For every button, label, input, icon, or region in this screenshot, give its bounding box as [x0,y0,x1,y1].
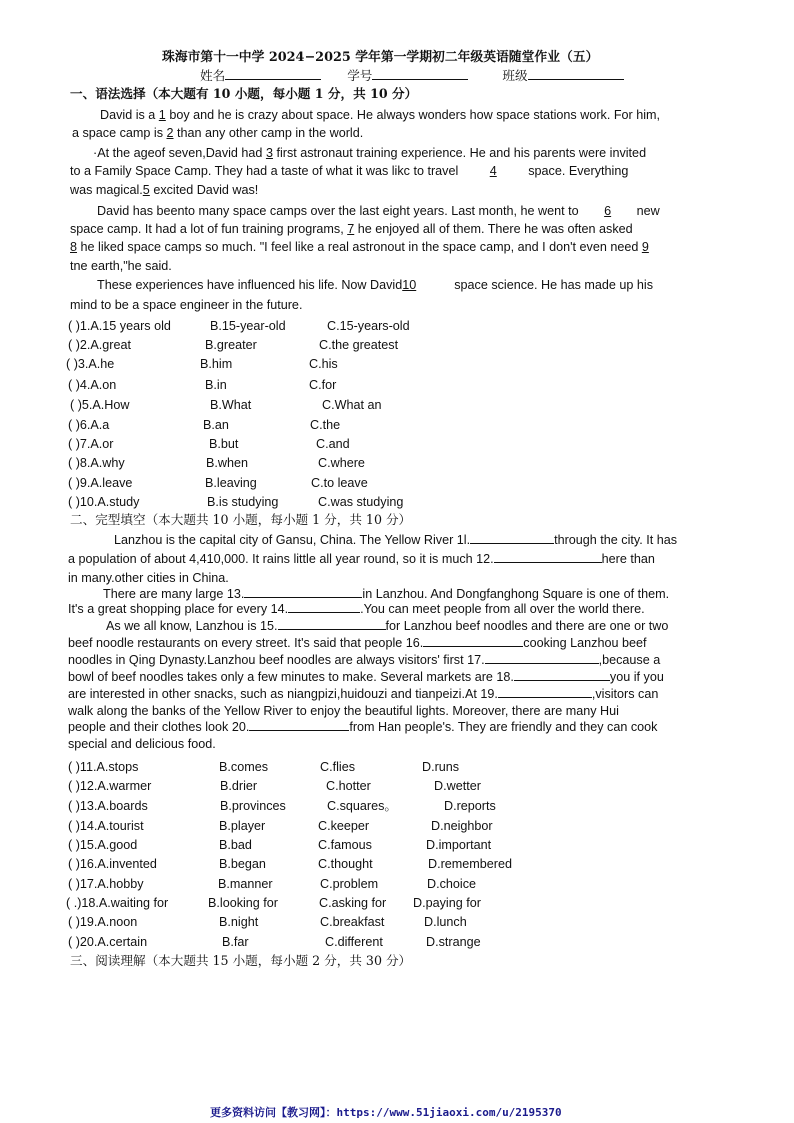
question-option-a[interactable]: ( )20.A.certain [68,935,148,949]
question-option-d[interactable]: D.strange [426,935,481,949]
question-option-d[interactable]: D.neighbor [431,819,493,833]
passage2-line: It's a great shopping place for every 14. .You can meet people from all over the world there. [68,602,645,616]
section2-heading: 二、完型填空（本大题共 10 小题，每小题 1 分，共 10 分） [70,512,412,527]
question-option-b[interactable]: B.player [219,819,266,833]
passage2-line: beef noodle restaurants on every street. It's said that people 16. cooking Lanzhou beef [68,636,647,650]
question-option-c[interactable]: C.asking for [319,896,387,910]
question-option-b[interactable]: B.but [209,437,239,451]
section3-heading: 三、阅读理解（本大题共 15 小题，每小题 2 分，共 30 分） [70,953,412,968]
question-option-a[interactable]: ( )6.A.a [68,418,110,432]
question-option-b[interactable]: B.comes [219,760,268,774]
question-option-d[interactable]: D.important [426,838,492,852]
question-option-b[interactable]: B.What [210,398,252,412]
question-option-b[interactable]: B.in [205,378,227,392]
question-option-b[interactable]: B.15-year-old [210,319,286,333]
id-field[interactable] [372,67,468,80]
question-option-a[interactable]: ( )2.A.great [68,338,131,352]
blank-13[interactable] [244,586,362,598]
question-option-c[interactable]: C.thought [318,857,373,871]
passage1-line: David is a 1 boy and he is crazy about space. He always wonders how space stations work. For him, [100,108,661,122]
question-option-c[interactable]: C.different [325,935,383,949]
question-option-c[interactable]: C.to leave [311,476,368,490]
question-option-c[interactable]: C.breakfast [320,915,385,929]
page-title: 珠海市第十一中学 2024−2025 学年第一学期初二年级英语随堂作业（五） [162,50,599,65]
question-option-a[interactable]: ( .)18.A.waiting for [66,896,169,910]
question-option-b[interactable]: B.manner [218,877,273,891]
passage2-line: are interested in other snacks, such as niangpizi,huidouzi and tianpeizi.At 19. ,visitors can [68,687,659,701]
question-option-c[interactable]: C.What an [322,398,382,412]
class-label: 班级 [502,68,528,83]
passage2-line: special and delicious food. [68,737,216,751]
question-option-a[interactable]: ( )9.A.leave [68,476,133,490]
passage2-line: walk along the banks of the Yellow River to enjoy the beautiful lights. Moreover, there are many Hui [68,704,619,718]
question-option-a[interactable]: ( )8.A.why [68,456,125,470]
footer-link[interactable]: 更多资料访问【教习网】：https://www.51jiaoxi.com/u/2195370 [210,1106,562,1119]
question-option-b[interactable]: B.is studying [207,495,279,509]
question-option-c[interactable]: C.famous [318,838,372,852]
question-option-c[interactable]: C.the greatest [319,338,399,352]
question-option-c[interactable]: C.for [309,378,337,392]
passage2-line: Lanzhou is the capital city of Gansu, China. The Yellow River 1l. through the city. It has [114,533,678,547]
question-option-a[interactable]: ( )17.A.hobby [68,877,144,891]
question-option-b[interactable]: B.began [219,857,266,871]
blank-1[interactable]: 1 [158,108,166,122]
question-option-c[interactable]: C.problem [320,877,379,891]
blank-17[interactable] [485,652,599,664]
question-option-c[interactable]: C.keeper [318,819,370,833]
question-option-d[interactable]: D.choice [427,877,476,891]
question-option-a[interactable]: ( )13.A.boards [68,799,148,813]
passage1-line: mind to be a space engineer in the future. [70,298,303,312]
blank-16[interactable] [423,635,523,647]
passage2-line: people and their clothes look 20. from Han people's. They are friendly and they can cook [68,720,658,734]
blank-18[interactable] [514,669,610,681]
blank-3[interactable]: 3 [265,146,273,160]
blank-10[interactable]: 10 [402,278,417,292]
passage1-line: to a Family Space Camp. They had a taste of what it was likc to travel 4 space. Everything [70,164,629,178]
question-option-a[interactable]: ( )1.A.15 years old [68,319,171,333]
question-option-a[interactable]: ( )14.A.tourist [68,819,144,833]
question-option-c[interactable]: C.where [318,456,365,470]
section1-heading: 一、语法选择（本大题有 10 小题，每小题 1 分，共 10 分） [70,86,418,101]
passage2-line: a population of about 4,410,000. It rains little all year round, so it is much 12. here than [68,552,655,566]
blank-9[interactable]: 9 [641,240,649,254]
question-option-d[interactable]: D.remembered [428,857,512,871]
question-option-d[interactable]: D.paying for [413,896,481,910]
blank-11[interactable] [470,532,554,544]
passage1-line: 8 he liked space camps so much. "I feel like a real astronout in the space camp, and I don't even need 9 [70,240,649,254]
blank-5[interactable]: 5 [142,183,150,197]
question-option-a[interactable]: ( )15.A.good [68,838,138,852]
blank-8[interactable]: 8 [70,240,78,254]
question-option-a[interactable]: ( )12.A.warmer [68,779,152,793]
question-option-d[interactable]: D.runs [422,760,460,774]
passage2-line: in many.other cities in China. [68,571,229,585]
question-option-a[interactable]: ( )10.A.study [68,495,140,509]
question-option-b[interactable]: B.when [206,456,249,470]
question-option-b[interactable]: B.looking for [208,896,279,910]
question-option-a[interactable]: ( )19.A.noon [68,915,138,929]
question-option-b[interactable]: B.an [203,418,229,432]
question-option-a[interactable]: ( )4.A.on [68,378,117,392]
question-option-c[interactable]: C.15-years-old [327,319,410,333]
question-option-a[interactable]: ( )7.A.or [68,437,114,451]
blank-14[interactable] [288,601,360,613]
blank-19[interactable] [498,686,592,698]
question-option-b[interactable]: B.provinces [220,799,286,813]
question-option-c[interactable]: C.the [310,418,341,432]
question-option-c[interactable]: C.squares。 [327,799,397,813]
blank-6[interactable]: 6 [604,204,612,218]
question-option-d[interactable]: D.lunch [424,915,467,929]
question-option-a[interactable]: ( )16.A.invented [68,857,157,871]
passage1-line: space camp. It had a lot of fun training programs, 7 he enjoyed all of them. There he was often asked [70,222,633,236]
blank-2[interactable]: 2 [166,126,174,140]
passage1-line: a space camp is 2 than any other camp in the world. [72,126,364,140]
question-option-b[interactable]: B.bad [219,838,252,852]
question-option-a[interactable]: ( )11.A.stops [68,760,139,774]
question-option-d[interactable]: D.reports [444,799,496,813]
question-option-a[interactable]: ( )5.A.How [70,398,130,412]
passage2-line: noodles in Qing Dynasty.Lanzhou beef noodles are always visitors' first 17. ,because a [68,653,661,667]
question-option-b[interactable]: B.night [219,915,259,929]
question-option-d[interactable]: D.wetter [434,779,481,793]
name-label: 姓名 [200,68,226,83]
class-field[interactable] [528,67,624,80]
passage1-line: David has beento many space camps over the last eight years. Last month, he went to 6 new [97,204,660,218]
passage2-line: As we all know, Lanzhou is 15. for Lanzhou beef noodles and there are one or two [106,619,669,633]
blank-15[interactable] [278,618,386,630]
passage1-line: was magical.5 excited David was! [70,183,259,197]
name-field[interactable] [225,67,321,80]
question-option-b[interactable]: B.far [222,935,249,949]
blank-4[interactable]: 4 [489,164,497,178]
question-option-c[interactable]: C.his [309,357,338,371]
question-option-b[interactable]: B.leaving [205,476,257,490]
passage1-line: These experiences have influenced his life. Now David10 space science. He has made up his [97,278,654,292]
question-option-b[interactable]: B.him [200,357,233,371]
question-option-b[interactable]: B.greater [205,338,257,352]
id-label: 学号 [347,68,373,83]
passage2-line: There are many large 13. in Lanzhou. And Dongfanghong Square is one of them. [103,587,670,601]
passage2-line: bowl of beef noodles takes only a few minutes to make. Several markets are 18. you if you [68,670,664,684]
passage1-line: ·At the ageof seven,David had 3 first astronaut training experience. He and his parents were invited [93,146,647,160]
blank-12[interactable] [494,551,602,563]
student-info-row [200,67,624,84]
passage1-line: tne earth,"he said. [70,259,172,273]
question-option-c[interactable]: C.flies [320,760,355,774]
blank-7[interactable]: 7 [347,222,355,236]
question-option-c[interactable]: C.was studying [318,495,404,509]
question-option-c[interactable]: C.hotter [326,779,371,793]
question-option-a[interactable]: ( )3.A.he [66,357,115,371]
question-option-b[interactable]: B.drier [220,779,258,793]
question-option-c[interactable]: C.and [316,437,350,451]
blank-20[interactable] [249,719,349,731]
